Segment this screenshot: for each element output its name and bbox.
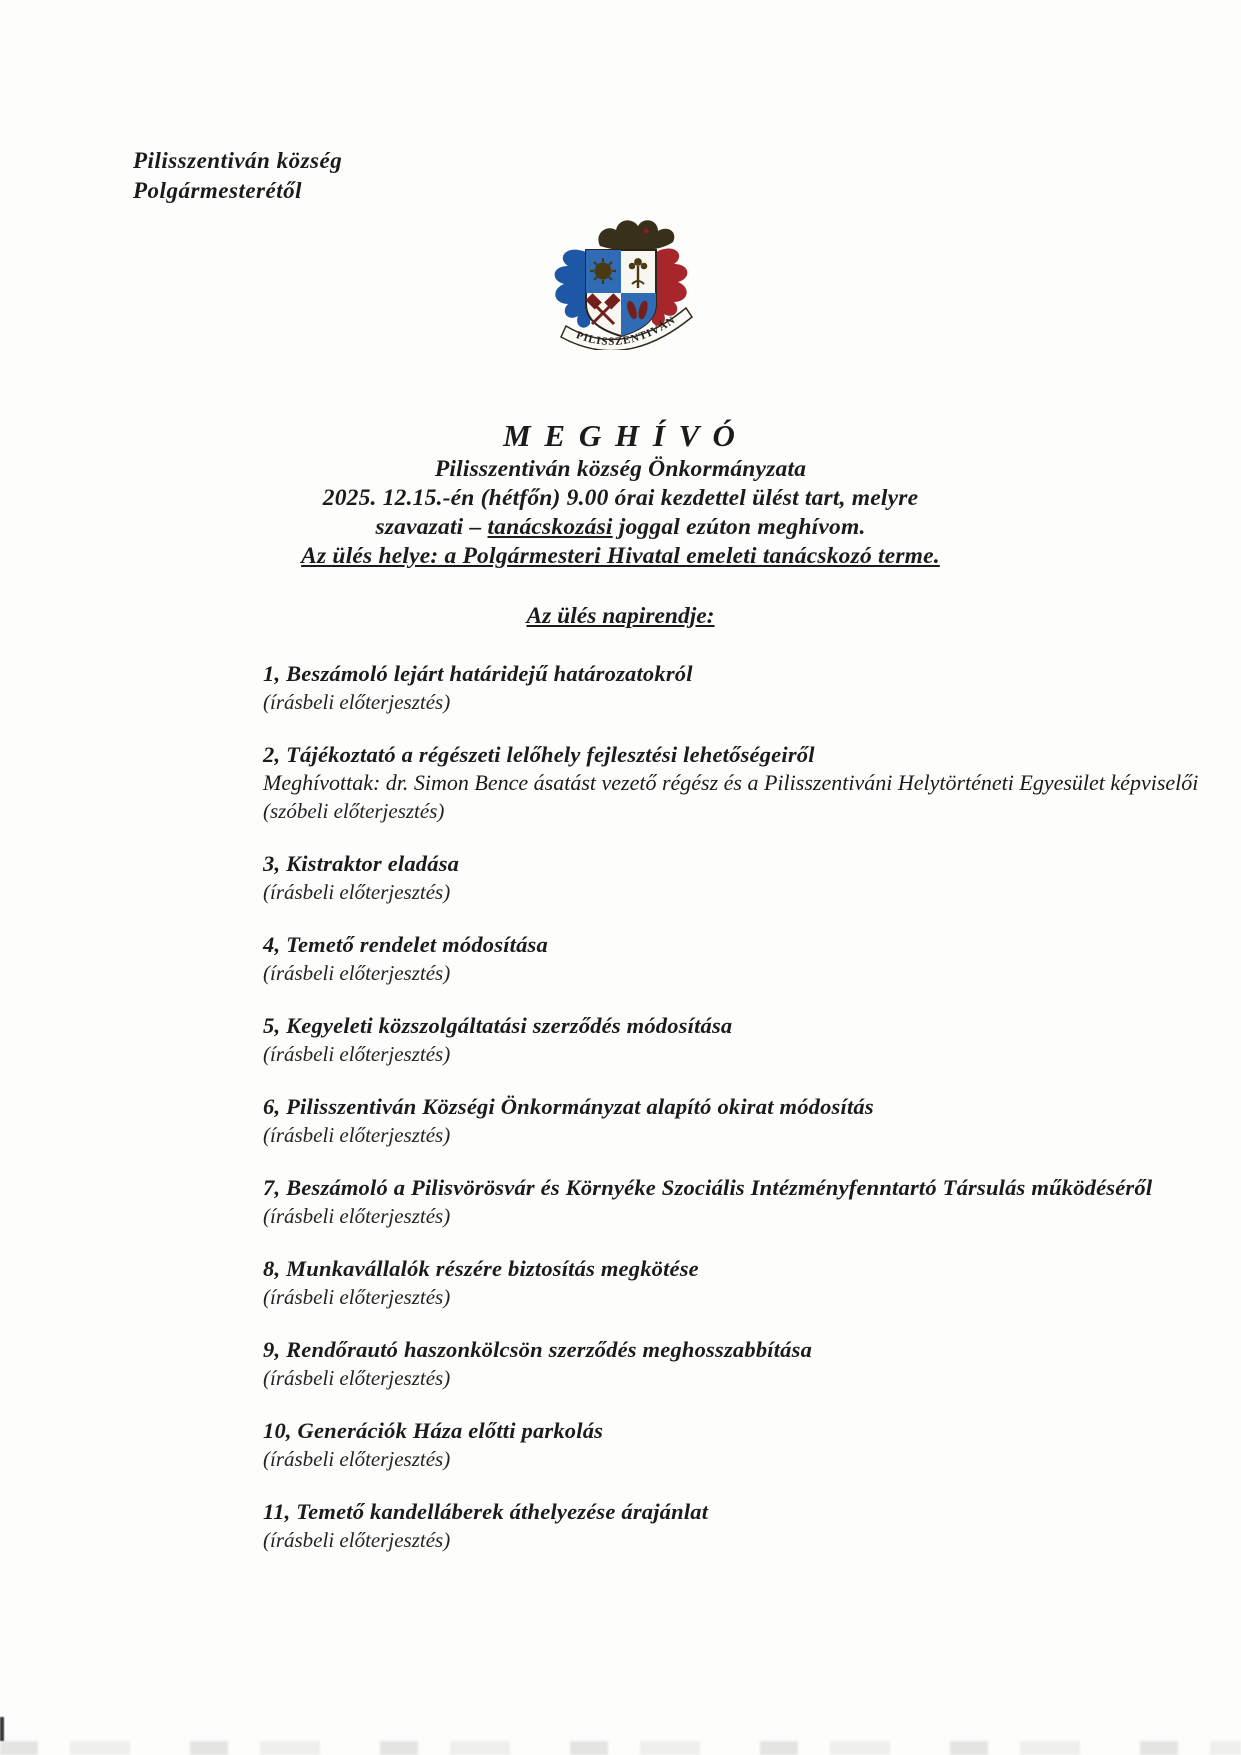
scan-artifact-mark xyxy=(0,1717,4,1741)
agenda-item-title: 9, Rendőrautó haszonkölcsön szerződés meghosszabbítása xyxy=(263,1337,813,1362)
sender-block xyxy=(133,146,1241,206)
intro-line-organization: Pilisszentiván község Önkormányzata xyxy=(434,456,807,482)
agenda-item xyxy=(263,660,1241,716)
agenda-item-detail: Meghívottak: dr. Simon Bence ásatást vezető régész és a Pilisszentiváni Helytörténeti Egyesület képviselői xyxy=(263,770,1199,795)
sender-line-1: Pilisszentiván község xyxy=(133,148,343,173)
intro-line-datetime: 2025. 12.15.-én (hétfőn) 9.00 órai kezdettel ülést tart, melyre xyxy=(322,485,919,511)
agenda-item-title: 1, Beszámoló lejárt határidejű határozatokról xyxy=(263,661,693,686)
agenda-heading xyxy=(130,602,1111,630)
agenda-list xyxy=(263,660,1241,1554)
intro-line-invitation xyxy=(130,513,1111,542)
intro-line-invitation-underlined: tanácskozási xyxy=(487,514,613,540)
document-title: M E G H Í V Ó xyxy=(503,418,738,453)
agenda-item xyxy=(263,850,1241,906)
agenda-item-note: (írásbeli előterjesztés) xyxy=(263,880,451,904)
agenda-item-note: (írásbeli előterjesztés) xyxy=(263,1204,451,1228)
agenda-item xyxy=(263,741,1241,825)
agenda-item-title: 7, Beszámoló a Pilisvörösvár és Környéke Szociális Intézményfenntartó Társulás működéséről xyxy=(263,1175,1153,1200)
agenda-item-title: 8, Munkavállalók részére biztosítás megkötése xyxy=(263,1256,699,1281)
agenda-item-title: 6, Pilisszentiván Községi Önkormányzat alapító okirat módosítás xyxy=(263,1094,874,1119)
agenda-item-title: 5, Kegyeleti közszolgáltatási szerződés módosítása xyxy=(263,1013,733,1038)
coat-of-arms-icon xyxy=(528,214,714,350)
agenda-item-title: 2, Tájékoztató a régészeti lelőhely fejlesztési lehetőségeiről xyxy=(263,742,815,767)
agenda-item-title: 4, Temető rendelet módosítása xyxy=(263,932,548,957)
agenda-item-note: (írásbeli előterjesztés) xyxy=(263,1528,451,1552)
intro-line-invitation-prefix: szavazati – xyxy=(375,514,488,540)
agenda-item xyxy=(263,1336,1241,1392)
agenda-item xyxy=(263,1174,1241,1230)
intro-block xyxy=(130,455,1111,571)
scan-artifact-edge xyxy=(0,1741,1241,1755)
coat-of-arms xyxy=(130,214,1111,355)
agenda-item-note: (írásbeli előterjesztés) xyxy=(263,1123,451,1147)
agenda-item xyxy=(263,1498,1241,1554)
agenda-item-title: 3, Kistraktor eladása xyxy=(263,851,460,876)
sender-line-2: Polgármesterétől xyxy=(133,178,302,203)
agenda-item xyxy=(263,931,1241,987)
intro-line-location: Az ülés helye: a Polgármesteri Hivatal emeleti tanácskozó terme. xyxy=(301,543,940,569)
agenda-heading-text: Az ülés napirendje: xyxy=(526,603,715,629)
crest-ribbon-text: PILISSZENTIVÁN xyxy=(573,313,678,348)
agenda-item xyxy=(263,1255,1241,1311)
agenda-item-note: (szóbeli előterjesztés) xyxy=(263,799,445,823)
intro-line-invitation-suffix: joggal ezúton meghívom. xyxy=(612,514,866,540)
agenda-item-note: (írásbeli előterjesztés) xyxy=(263,1042,451,1066)
agenda-item-title: 11, Temető kandelláberek áthelyezése árajánlat xyxy=(263,1499,709,1524)
agenda-item-note: (írásbeli előterjesztés) xyxy=(263,1447,451,1471)
agenda-item xyxy=(263,1093,1241,1149)
agenda-item-note: (írásbeli előterjesztés) xyxy=(263,1366,451,1390)
agenda-item-note: (írásbeli előterjesztés) xyxy=(263,1285,451,1309)
agenda-item xyxy=(263,1417,1241,1473)
agenda-item-note: (írásbeli előterjesztés) xyxy=(263,690,451,714)
agenda-item-note: (írásbeli előterjesztés) xyxy=(263,961,451,985)
agenda-item-title: 10, Generációk Háza előtti parkolás xyxy=(263,1418,604,1443)
agenda-item xyxy=(263,1012,1241,1068)
